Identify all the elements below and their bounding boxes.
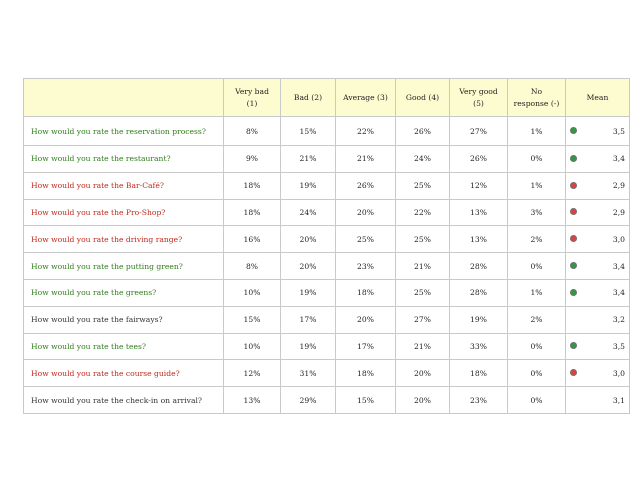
table-row	[24, 279, 630, 306]
no-response-cell: 2%	[508, 226, 566, 253]
good-cell: 22%	[396, 199, 450, 226]
mean-value: 3,1	[612, 395, 625, 405]
good-cell: 24%	[396, 146, 450, 173]
average-cell: 17%	[336, 333, 396, 360]
mean-value: 3,0	[612, 368, 625, 378]
very-bad-cell: 15%	[224, 306, 281, 333]
no-response-cell: 0%	[508, 333, 566, 360]
table-row	[24, 333, 630, 360]
average-cell: 15%	[336, 387, 396, 414]
very-good-cell: 12%	[450, 172, 508, 199]
bad-cell: 31%	[281, 360, 336, 387]
mean-value: 2,9	[612, 181, 625, 191]
mean-cell	[566, 387, 630, 414]
good-cell: 21%	[396, 253, 450, 280]
very-bad-cell: 16%	[224, 226, 281, 253]
mean-value: 3,0	[612, 234, 625, 244]
good-cell: 21%	[396, 333, 450, 360]
question-cell: How would you rate the Bar-Café?	[24, 172, 224, 199]
very-bad-cell: 8%	[224, 117, 281, 146]
bad-cell: 29%	[281, 387, 336, 414]
good-cell: 27%	[396, 306, 450, 333]
mean-cell	[566, 117, 630, 146]
red-indicator-icon	[570, 235, 577, 242]
bad-cell: 19%	[281, 172, 336, 199]
bad-cell: 21%	[281, 146, 336, 173]
mean-cell	[566, 306, 630, 333]
table-row	[24, 387, 630, 414]
very-bad-cell: 10%	[224, 279, 281, 306]
average-cell: 26%	[336, 172, 396, 199]
very-good-cell: 33%	[450, 333, 508, 360]
header-question-column	[24, 79, 224, 117]
average-cell: 22%	[336, 117, 396, 146]
mean-value: 3,4	[612, 154, 625, 164]
table-row	[24, 226, 630, 253]
bad-cell: 17%	[281, 306, 336, 333]
mean-cell	[566, 146, 630, 173]
good-cell: 25%	[396, 226, 450, 253]
bad-cell: 24%	[281, 199, 336, 226]
very-good-cell: 13%	[450, 226, 508, 253]
question-cell: How would you rate the restaurant?	[24, 146, 224, 173]
mean-value: 3,4	[612, 288, 625, 298]
header-very-good: Very good (5)	[450, 79, 508, 117]
mean-cell	[566, 253, 630, 280]
bad-cell: 20%	[281, 226, 336, 253]
very-bad-cell: 18%	[224, 172, 281, 199]
very-bad-cell: 18%	[224, 199, 281, 226]
bad-cell: 15%	[281, 117, 336, 146]
very-good-cell: 27%	[450, 117, 508, 146]
table-row	[24, 306, 630, 333]
table-row	[24, 172, 630, 199]
question-cell: How would you rate the putting green?	[24, 253, 224, 280]
mean-cell	[566, 199, 630, 226]
mean-value: 3,4	[612, 261, 625, 271]
header-row	[24, 79, 630, 117]
very-bad-cell: 10%	[224, 333, 281, 360]
green-indicator-icon	[570, 342, 577, 349]
survey-results-table	[23, 78, 630, 414]
mean-cell	[566, 333, 630, 360]
mean-value: 2,9	[612, 207, 625, 217]
question-cell: How would you rate the course guide?	[24, 360, 224, 387]
header-bad: Bad (2)	[281, 79, 336, 117]
bad-cell: 19%	[281, 279, 336, 306]
table-row	[24, 146, 630, 173]
question-cell: How would you rate the reservation process?	[24, 117, 224, 146]
no-response-cell: 1%	[508, 172, 566, 199]
average-cell: 20%	[336, 306, 396, 333]
very-bad-cell: 9%	[224, 146, 281, 173]
good-cell: 20%	[396, 360, 450, 387]
red-indicator-icon	[570, 182, 577, 189]
mean-cell	[566, 226, 630, 253]
no-response-cell: 1%	[508, 279, 566, 306]
very-good-cell: 13%	[450, 199, 508, 226]
no-response-cell: 0%	[508, 360, 566, 387]
very-good-cell: 18%	[450, 360, 508, 387]
no-response-cell: 1%	[508, 117, 566, 146]
bad-cell: 20%	[281, 253, 336, 280]
red-indicator-icon	[570, 208, 577, 215]
mean-value: 3,5	[612, 126, 625, 136]
mean-value: 3,5	[612, 341, 625, 351]
no-response-cell: 0%	[508, 387, 566, 414]
good-cell: 25%	[396, 172, 450, 199]
average-cell: 23%	[336, 253, 396, 280]
very-good-cell: 23%	[450, 387, 508, 414]
very-good-cell: 19%	[450, 306, 508, 333]
average-cell: 18%	[336, 360, 396, 387]
header-very-bad: Very bad (1)	[224, 79, 281, 117]
average-cell: 21%	[336, 146, 396, 173]
mean-value: 3,2	[612, 315, 625, 325]
question-cell: How would you rate the tees?	[24, 333, 224, 360]
header-good: Good (4)	[396, 79, 450, 117]
very-good-cell: 28%	[450, 253, 508, 280]
no-response-cell: 3%	[508, 199, 566, 226]
very-bad-cell: 12%	[224, 360, 281, 387]
very-bad-cell: 13%	[224, 387, 281, 414]
very-good-cell: 28%	[450, 279, 508, 306]
mean-cell	[566, 360, 630, 387]
green-indicator-icon	[570, 155, 577, 162]
average-cell: 25%	[336, 226, 396, 253]
no-response-cell: 2%	[508, 306, 566, 333]
question-cell: How would you rate the fairways?	[24, 306, 224, 333]
average-cell: 20%	[336, 199, 396, 226]
mean-cell	[566, 172, 630, 199]
good-cell: 26%	[396, 117, 450, 146]
green-indicator-icon	[570, 262, 577, 269]
green-indicator-icon	[570, 127, 577, 134]
good-cell: 25%	[396, 279, 450, 306]
no-response-cell: 0%	[508, 146, 566, 173]
average-cell: 18%	[336, 279, 396, 306]
header-no-response: No response (-)	[508, 79, 566, 117]
very-good-cell: 26%	[450, 146, 508, 173]
table-row	[24, 117, 630, 146]
table-row	[24, 253, 630, 280]
header-mean: Mean	[566, 79, 630, 117]
header-average: Average (3)	[336, 79, 396, 117]
bad-cell: 19%	[281, 333, 336, 360]
question-cell: How would you rate the Pro-Shop?	[24, 199, 224, 226]
question-cell: How would you rate the driving range?	[24, 226, 224, 253]
table-row	[24, 199, 630, 226]
question-cell: How would you rate the check-in on arrival?	[24, 387, 224, 414]
mean-cell	[566, 279, 630, 306]
table-row	[24, 360, 630, 387]
red-indicator-icon	[570, 369, 577, 376]
good-cell: 20%	[396, 387, 450, 414]
no-response-cell: 0%	[508, 253, 566, 280]
green-indicator-icon	[570, 289, 577, 296]
question-cell: How would you rate the greens?	[24, 279, 224, 306]
very-bad-cell: 8%	[224, 253, 281, 280]
